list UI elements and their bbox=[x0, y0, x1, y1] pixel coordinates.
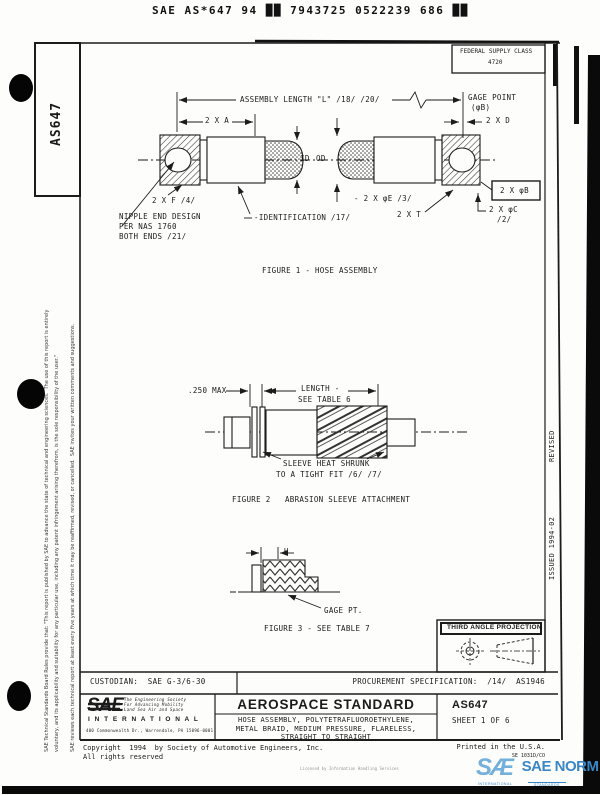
fig1-dim-2xphic: 2 X φC bbox=[489, 205, 518, 214]
fig1-dim-2xf: 2 X F /4/ bbox=[152, 196, 196, 205]
fig1-dim-2xphic-note: /2/ bbox=[497, 215, 512, 224]
fig2-sleeve-note-line2: TO A TIGHT FIT /6/ /7/ bbox=[276, 470, 382, 479]
fig1-nipple-note-line1: NIPPLE END DESIGN bbox=[119, 212, 201, 221]
fig1-dim-2xa: 2 X A bbox=[205, 116, 230, 125]
federal-supply-class-value: 4720 bbox=[488, 59, 503, 66]
procurement-spec-field: PROCUREMENT SPECIFICATION: /14/ AS1946 bbox=[352, 677, 545, 686]
standard-title-line2: METAL BRAID, MEDIUM PRESSURE, FLARELESS, bbox=[235, 725, 417, 733]
revised-label: REVISED bbox=[548, 430, 556, 462]
sae-tagline-line3: Land Sea Air and Space bbox=[124, 707, 184, 712]
fig1-dim-2xphie: - 2 X φE /3/ bbox=[354, 194, 412, 203]
standard-title-line1: HOSE ASSEMBLY, POLYTETRAFLUOROETHYLENE, bbox=[237, 716, 415, 724]
fig1-dim-2xd: 2 X D bbox=[486, 116, 511, 125]
fig3-caption: FIGURE 3 - SEE TABLE 7 bbox=[264, 624, 370, 633]
footer-microprint: Licensed by Information Handling Services bbox=[300, 766, 399, 771]
doc-number: AS647 bbox=[452, 699, 489, 711]
fig1-dim-2xphib-boxed: 2 X φB bbox=[500, 186, 529, 195]
fig3-dim-h: H bbox=[284, 547, 289, 556]
sae-norm-sub-left: INTERNATIONAL bbox=[478, 782, 513, 786]
sae-norm-logo-mark: SÆ bbox=[476, 754, 513, 781]
standard-title-line3: STRAIGHT TO STRAIGHT bbox=[280, 733, 372, 741]
fig1-nipple-note-line3: BOTH ENDS /21/ bbox=[119, 232, 187, 241]
fig1-caption: FIGURE 1 - HOSE ASSEMBLY bbox=[262, 266, 378, 275]
fig1-id-label: ID bbox=[300, 154, 310, 163]
left-disclaimer-line2: voluntary, and its applicability and suitability for any particular use, including any patent infringement arising therefrom, is the sole responsibility of the user." bbox=[54, 354, 60, 752]
sae-norm-sub-right: STANDARDS bbox=[528, 782, 566, 787]
copyright-line2: All rights reserved bbox=[83, 753, 164, 761]
fig1-identification-label: -IDENTIFICATION /17/ bbox=[254, 213, 351, 222]
printed-in-usa: Printed in the U.S.A. bbox=[456, 743, 545, 751]
fig2-dim-250max: .250 MAX bbox=[188, 386, 227, 395]
left-disclaimer-line1: SAE Technical Standards Board Rules provide that: "This report is published by SAE to advance the state of technical and engineering sciences. The use of this report is entirely bbox=[44, 309, 50, 752]
custodian-field: CUSTODIAN: SAE G-3/6-30 bbox=[90, 677, 206, 686]
figure1-drawing bbox=[122, 92, 540, 226]
footer-code: SE 1031D/CO bbox=[511, 753, 545, 759]
fig2-caption: FIGURE 2 ABRASION SLEEVE ATTACHMENT bbox=[232, 495, 411, 504]
doc-number-vertical-stamp: AS647 bbox=[49, 101, 64, 146]
fig2-length-label: LENGTH - bbox=[301, 384, 340, 393]
fig2-sleeve-note-line1: SLEEVE HEAT SHRUNK bbox=[283, 459, 370, 468]
sae-norm-logo-text: SAE NORM bbox=[521, 758, 599, 775]
sae-tagline-line2: For Advancing Mobility bbox=[124, 702, 184, 707]
third-angle-projection-title: THIRD ANGLE PROJECTION bbox=[447, 624, 542, 631]
sae-tagline-line1: The Engineering Society bbox=[124, 697, 187, 702]
copyright-line1: Copyright 1994 by Society of Automotive Engineers, Inc. bbox=[83, 744, 324, 752]
issued-label: ISSUED 1994-02 bbox=[548, 516, 556, 580]
sae-logo: SAE bbox=[87, 695, 124, 716]
fig1-assembly-length-label: ASSEMBLY LENGTH "L" /18/ /20/ bbox=[240, 95, 380, 104]
sheet-number: SHEET 1 OF 6 bbox=[452, 716, 510, 725]
fig2-length-table-note: SEE TABLE 6 bbox=[298, 395, 351, 404]
federal-supply-class-label: FEDERAL SUPPLY CLASS bbox=[460, 48, 533, 55]
fig1-dim-2xt: 2 X T bbox=[397, 210, 422, 219]
fig3-gage-pt-label: GAGE PT. bbox=[324, 606, 363, 615]
registration-dots bbox=[7, 74, 45, 711]
fig1-gage-point-dia: (φB) bbox=[471, 103, 491, 112]
fig1-od-label: OD bbox=[316, 154, 326, 163]
standard-type-title: AEROSPACE STANDARD bbox=[237, 697, 415, 712]
sae-address: 400 Commonwealth Dr., Warrendale, PA 15096-0001 bbox=[86, 728, 214, 733]
fig1-nipple-note-line2: PER NAS 1760 bbox=[119, 222, 177, 231]
sae-norm-logo bbox=[476, 754, 599, 787]
figure3-drawing bbox=[230, 547, 340, 608]
sae-international-label: I N T E R N A T I O N A L bbox=[88, 716, 200, 723]
left-disclaimer-line3: SAE reviews each technical report at least every five years at which time it may be reaffirmed, revised, or cancelled. SAE invites your written comments and suggestions. bbox=[70, 323, 76, 752]
fig1-gage-point-label: GAGE POINT bbox=[468, 93, 517, 102]
scan-header-text: SAE AS*647 94 ██ 7943725 0522239 686 ██ bbox=[152, 4, 469, 17]
